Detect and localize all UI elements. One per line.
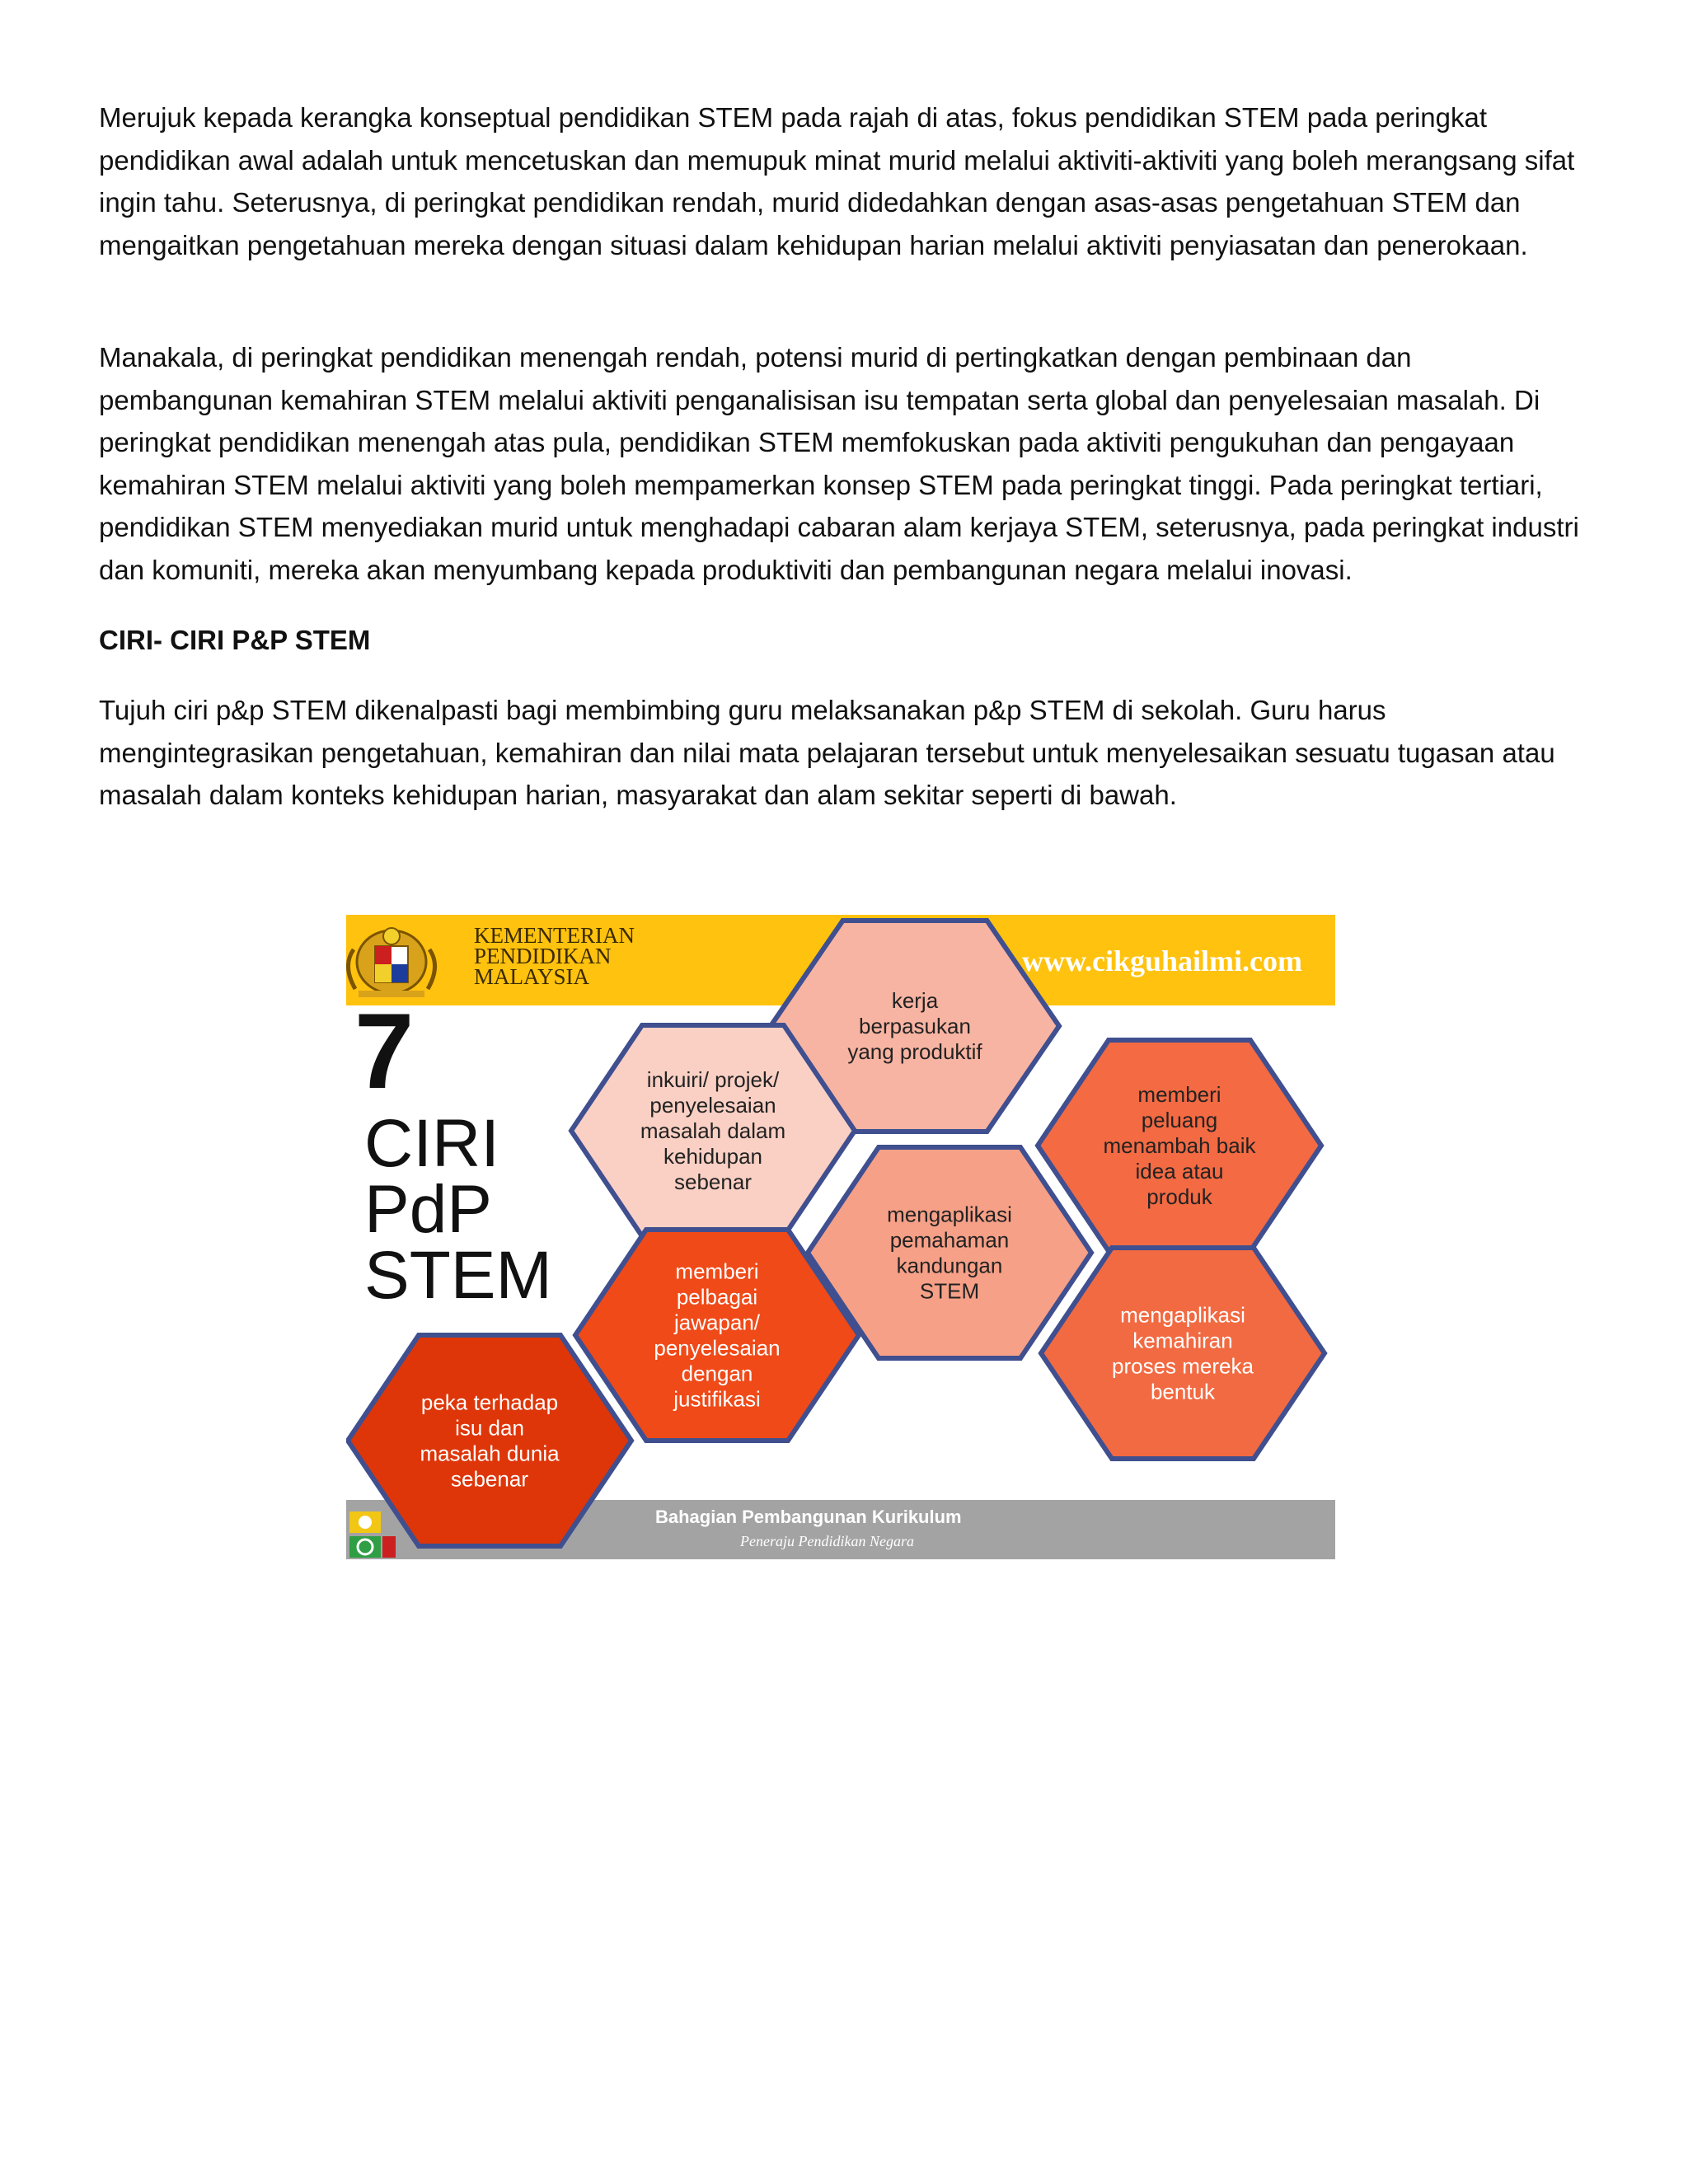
hexagon-memberi-peluang-line: idea atau	[1135, 1159, 1224, 1183]
hexagon-memberi-pelbagai-jawapan-line: jawapan/	[673, 1310, 761, 1335]
hexagon-inkuiri-projek-line: masalah dalam	[640, 1118, 786, 1143]
hexagon-mengaplikasi-kemahiran	[1041, 1248, 1325, 1459]
hexagon-memberi-peluang-line: peluang	[1141, 1108, 1218, 1132]
hexagon-peka-terhadap-isu-line: peka terhadap	[420, 1390, 559, 1415]
title-line-2: PdP	[364, 1172, 492, 1247]
hexagon-kerja-berpasukan-line: berpasukan	[859, 1014, 971, 1038]
hexagon-mengaplikasi-pemahaman-line: kandungan	[896, 1253, 1003, 1278]
footer-subtitle: Peneraju Pendidikan Negara	[740, 1533, 914, 1549]
hexagon-inkuiri-projek-line: kehidupan	[663, 1144, 762, 1169]
hexagon-kerja-berpasukan-line: yang produktif	[847, 1039, 982, 1064]
paragraph-secondary-levels: Manakala, di peringkat pendidikan menengah rendah, potensi murid di pertingkatkan dengan pembinaan dan pembangunan kemahiran STEM melalui aktiviti penganalisisan isu tempatan serta global dan penyelesaian masalah. Di peringkat pendidikan menengah atas pula, pendidikan STEM memfokuskan pada aktiviti pengukuhan dan pengayaan kemahiran STEM melalui aktiviti yang boleh mempamerkan konsep STEM pada peringkat tinggi. Pada peringkat tertiari, pendidikan STEM menyediakan murid untuk menghadapi cabaran alam kerjaya STEM, seterusnya, pada peringkat industri dan komuniti, mereka akan menyumbang kepada produktiviti dan pembangunan negara melalui inovasi.	[99, 342, 1579, 585]
title-line-1: CIRI	[364, 1106, 499, 1181]
hexagon-peka-terhadap-isu-line: sebenar	[451, 1466, 528, 1492]
hexagon-inkuiri-projek-line: penyelesaian	[649, 1093, 776, 1118]
hexagon-memberi-peluang-line: menambah baik	[1103, 1133, 1256, 1158]
footer-title: Bahagian Pembangunan Kurikulum	[655, 1507, 962, 1527]
hexagon-mengaplikasi-kemahiran-line: bentuk	[1150, 1379, 1216, 1404]
paragraph-seven-characteristics: Tujuh ciri p&p STEM dikenalpasti bagi membimbing guru melaksanakan p&p STEM di sekolah. Guru harus mengintegrasikan pengetahuan, kemahiran dan nilai mata pelajaran tersebut untuk menyelesaikan sesuatu tugasan atau masalah dalam konteks kehidupan harian, masyarakat dan alam sekitar seperti di bawah.	[99, 695, 1555, 810]
hexagon-mengaplikasi-kemahiran-line: kemahiran	[1132, 1328, 1233, 1353]
hexagon-memberi-pelbagai-jawapan-line: pelbagai	[676, 1284, 758, 1310]
hexagon-inkuiri-projek-line: sebenar	[674, 1169, 752, 1194]
stem-characteristics-infographic	[346, 915, 1335, 1559]
ministry-name-line-1: KEMENTERIAN	[474, 923, 635, 948]
hexagon-memberi-peluang	[1038, 1040, 1321, 1251]
hexagon-mengaplikasi-pemahaman-line: STEM	[919, 1278, 980, 1304]
hexagon-mengaplikasi-pemahaman-line: mengaplikasi	[887, 1202, 1012, 1227]
website-url: www.cikguhailmi.com	[1021, 944, 1302, 977]
hexagon-memberi-pelbagai-jawapan-line: penyelesaian	[654, 1335, 781, 1361]
hexagon-mengaplikasi-kemahiran-line: mengaplikasi	[1120, 1302, 1245, 1328]
hexagon-kerja-berpasukan-line: kerja	[891, 988, 939, 1013]
hexagon-memberi-pelbagai-jawapan-line: memberi	[675, 1258, 759, 1284]
hexagon-mengaplikasi-pemahaman-line: pemahaman	[889, 1227, 1010, 1253]
hexagon-inkuiri-projek-line: inkuiri/ projek/	[646, 1067, 780, 1092]
title-line-3: STEM	[364, 1238, 552, 1313]
hexagon-memberi-pelbagai-jawapan-line: justifikasi	[673, 1386, 761, 1412]
hexagon-mengaplikasi-kemahiran-line: proses mereka	[1112, 1353, 1254, 1379]
section-heading: CIRI- CIRI P&P STEM	[99, 625, 371, 655]
ministry-name-line-2: PENDIDIKAN	[474, 944, 612, 968]
ministry-name-line-3: MALAYSIA	[474, 964, 590, 989]
big-number: 7	[354, 991, 415, 1111]
paragraph-stem-framework: Merujuk kepada kerangka konseptual pendidikan STEM pada rajah di atas, fokus pendidikan STEM pada peringkat pendidikan awal adalah untuk mencetuskan dan memupuk minat murid melalui aktiviti-aktiviti yang boleh merangsang sifat ingin tahu. Seterusnya, di peringkat pendidikan rendah, murid didedahkan dengan asas-asas pengetahuan STEM dan mengaitkan pengetahuan mereka dengan situasi dalam kehidupan harian melalui aktiviti penyiasatan dan penerokaan.	[99, 102, 1575, 260]
hexagon-peka-terhadap-isu-line: masalah dunia	[420, 1441, 560, 1466]
hexagon-peka-terhadap-isu-line: isu dan	[455, 1415, 524, 1441]
hexagon-memberi-pelbagai-jawapan-line: dengan	[681, 1361, 753, 1386]
hexagon-memberi-peluang-line: produk	[1146, 1184, 1212, 1209]
hexagon-memberi-peluang-line: memberi	[1137, 1082, 1221, 1107]
